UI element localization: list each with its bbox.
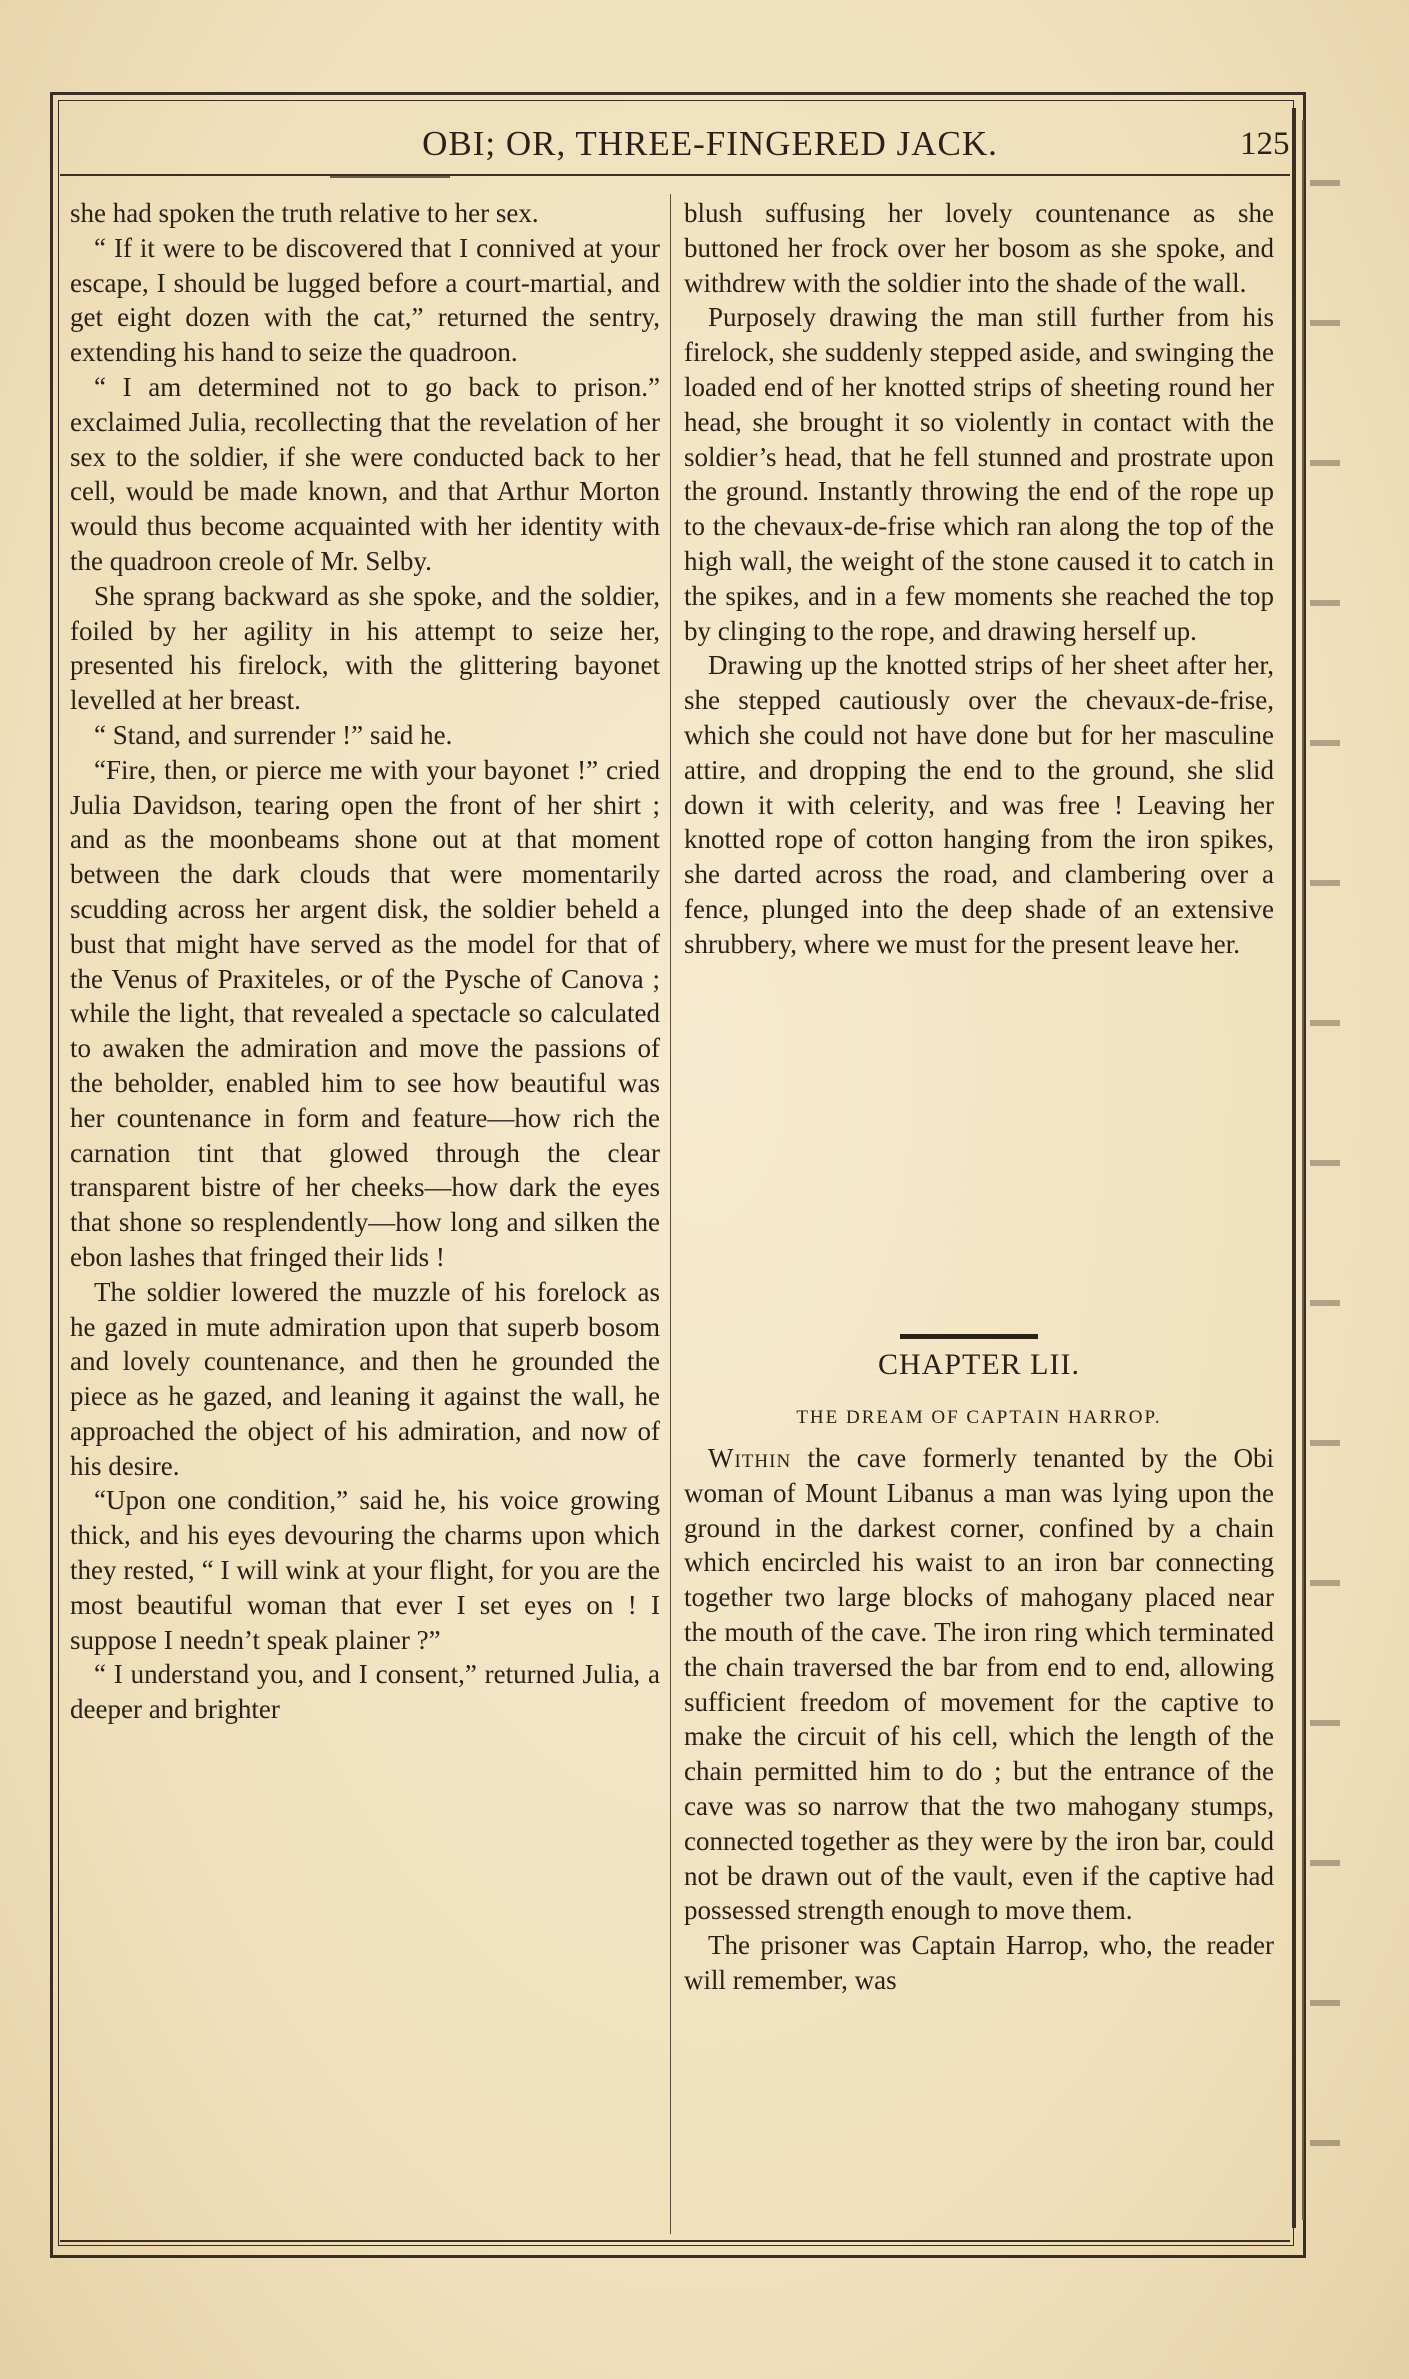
- drop-word: Within: [708, 1443, 792, 1473]
- paragraph: “ I understand you, and I consent,” returned Julia, a deeper and brighter: [70, 1659, 660, 1725]
- section-ornament: [900, 1334, 1038, 1339]
- paragraph: “ I am determined not to go back to prison.” exclaimed Julia, recollecting that the revelation of her sex to the soldier, if she were conducted back to her cell, would be made known, and that Arthur Morton would thus become acquainted with her identity with the quadroon creole of Mr. Selby.: [70, 371, 660, 576]
- chapter-title: CHAPTER LII.: [878, 1348, 1080, 1381]
- column-divider: [670, 194, 671, 2234]
- bottom-rule: [60, 2240, 1290, 2242]
- running-header: [60, 112, 1290, 176]
- right-rule-secondary: [1302, 120, 1304, 2220]
- paragraph: The soldier lowered the muzzle of his forelock as he gazed in mute admiration upon that superb bosom and lovely countenance, and then he grounded the piece as he gazed, and leaning it against the wall, he approached the object of his admiration, and now of his desire.: [70, 1276, 660, 1481]
- paragraph: “Upon one condition,” said he, his voice growing thick, and his eyes devouring the charms upon which they rested, “ I will wink at your flight, for you are the most beautiful woman that ever I set eyes on ! I suppose I needn’t speak plainer ?”: [70, 1485, 660, 1655]
- right-column: [684, 196, 1274, 962]
- paragraph: Purposely drawing the man still further from his firelock, she suddenly stepped aside, and swinging the loaded end of her knotted strips of sheeting round her head, she brought it so violently in contact with the soldier’s head, that he fell stunned and prostrate upon the ground. Instantly throwing the end of the rope up to the chevaux-de-frise which ran along the top of the high wall, the weight of the stone caused it to catch in the spikes, and in a few moments she reached the top by clinging to the rope, and drawing herself up.: [684, 302, 1274, 646]
- paragraph-text: the cave formerly tenanted by the Obi woman of Mount Libanus a man was lying upon the ground in the darkest corner, confined by a chain which encircled his waist to an iron bar connecting together two large blocks of mahogany placed near the mouth of the cave. The iron ring which terminated the chain traversed the bar from end to end, allowing sufficient freedom of movement for the captive to make the circuit of his cell, which the length of the chain permitted him to do ; but the entrance of the cave was so narrow that the two mahogany stumps, connected together as they were by the iron bar, could not be drawn out of the vault, even if the captive had possessed strength enough to move them.: [684, 1443, 1274, 1926]
- left-column: [70, 196, 660, 1727]
- chapter-body: [684, 1441, 1274, 1998]
- header-ornament: [330, 176, 450, 178]
- paragraph: “Fire, then, or pierce me with your bayonet !” cried Julia Davidson, tearing open the front of her shirt ; and as the moonbeams shone out at that moment between the dark clouds that were momentarily scudding across her argent disk, the soldier beheld a bust that might have served as the model for that of the Venus of Praxiteles, or of the Pysche of Canova ; while the light, that revealed a spectacle so calculated to awaken the admiration and move the passions of the beholder, enabled him to see how beautiful was her countenance in form and feature—how rich the carnation tint that glowed through the clear transparent bistre of her cheeks—how dark the eyes that shone so resplendently—how long and silken the ebon lashes that fringed their lids !: [70, 754, 660, 1272]
- paragraph: She sprang backward as she spoke, and the soldier, foiled by her agility in his attempt to seize her, presented his firelock, with the glittering bayonet levelled at her breast.: [70, 580, 660, 716]
- paragraph: blush suffusing her lovely countenance as she buttoned her frock over her bosom as she spoke, and withdrew with the soldier into the shade of the wall.: [684, 198, 1274, 298]
- paragraph: Drawing up the knotted strips of her sheet after her, she stepped cautiously over the chevaux-de-frise, which she could not have done but for her masculine attire, and dropping the end to the ground, she slid down it with celerity, and was free ! Leaving her knotted rope of cotton hanging from the iron spikes, she darted across the road, and clambering over a fence, plunged into the deep shade of an extensive shrubbery, where we must for the present leave her.: [684, 650, 1274, 959]
- running-title: OBI; OR, THREE-FINGERED JACK.: [422, 124, 998, 163]
- page-edge: [1310, 120, 1340, 2240]
- paragraph: she had spoken the truth relative to her sex.: [70, 198, 539, 228]
- right-rule: [1292, 108, 1296, 2228]
- paragraph: “ If it were to be discovered that I connived at your escape, I should be lugged before a court-martial, and get eight dozen with the cat,” returned the sentry, extending his hand to seize the quadroon.: [70, 232, 660, 368]
- paragraph: The prisoner was Captain Harrop, who, the reader will remember, was: [684, 1930, 1274, 1995]
- paragraph: [684, 1441, 1274, 1928]
- paragraph: “ Stand, and surrender !” said he.: [94, 719, 453, 750]
- page-number: 125: [1240, 126, 1290, 162]
- chapter-subtitle: THE DREAM OF CAPTAIN HARROP.: [796, 1407, 1162, 1428]
